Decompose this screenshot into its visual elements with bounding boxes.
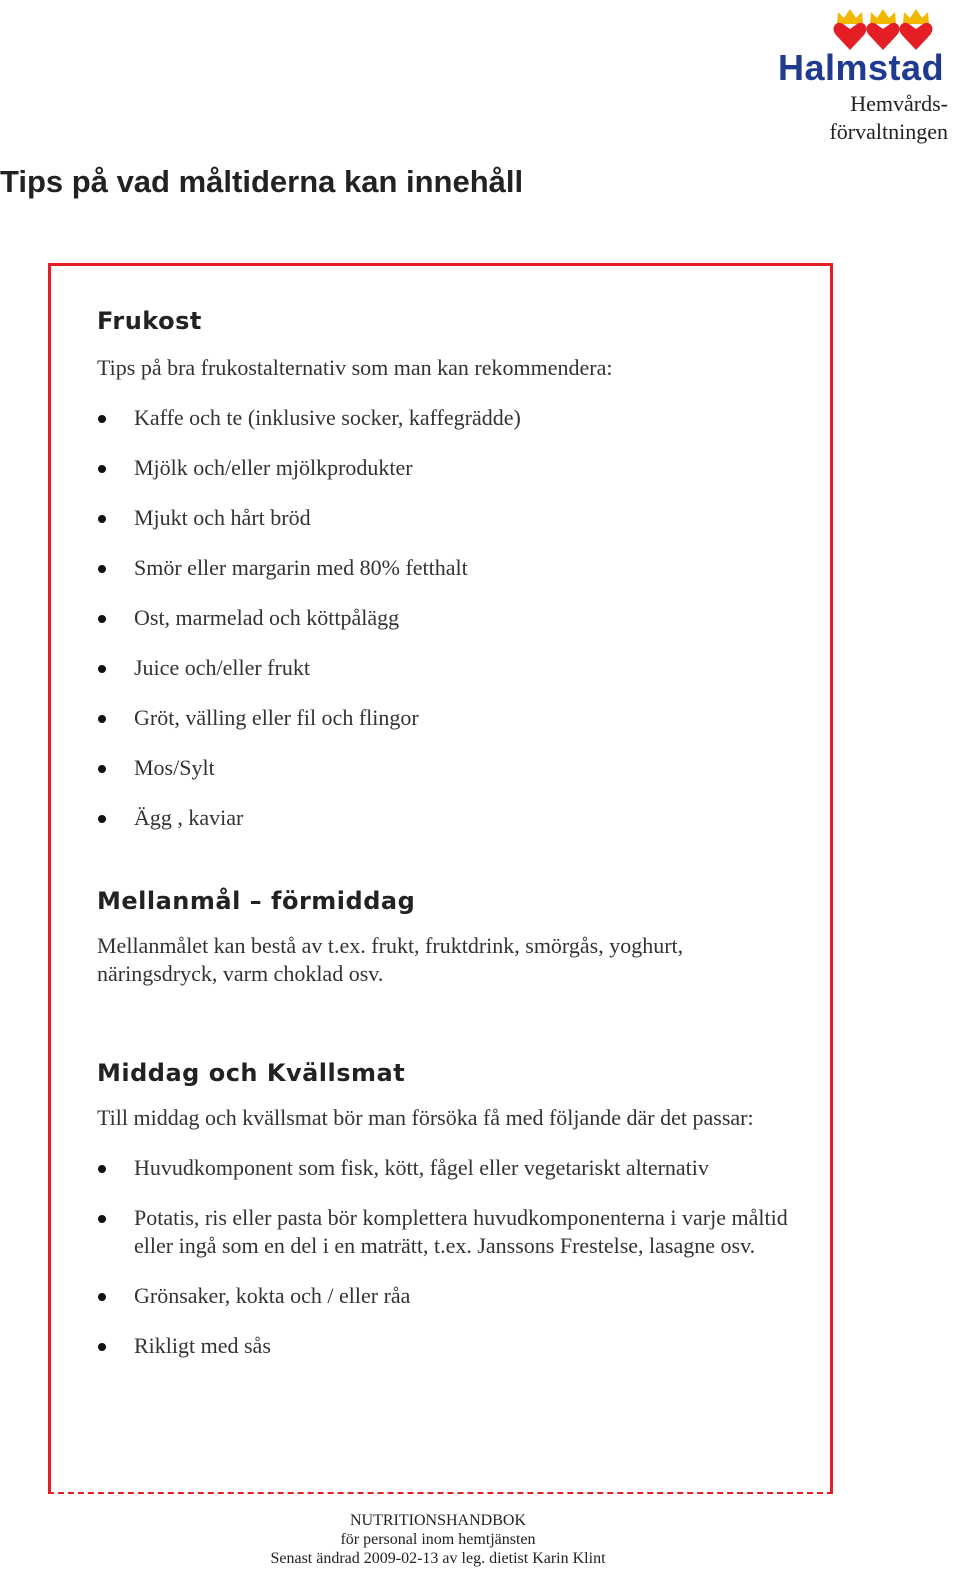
bullet-icon <box>98 765 106 773</box>
bullet-icon <box>98 465 106 473</box>
list-item: Rikligt med sås <box>97 1332 797 1360</box>
footer-line1: NUTRITIONSHANDBOK <box>350 1512 526 1529</box>
list-item: Juice och/eller frukt <box>97 654 797 682</box>
crown-icon <box>837 9 929 24</box>
list-item: Grönsaker, kokta och / eller råa <box>97 1282 797 1310</box>
list-item: Ägg , kaviar <box>97 804 797 832</box>
mellanmal-text: Mellanmålet kan bestå av t.ex. frukt, fruktdrink, smörgås, yoghurt, näringsdryck, varm choklad osv. <box>97 933 684 986</box>
middag-heading: Middag och Kvällsmat <box>97 1059 406 1087</box>
list-item: Kaffe och te (inklusive socker, kaffegrädde) <box>97 404 797 432</box>
bullet-icon <box>98 515 106 523</box>
bullet-icon <box>98 1343 106 1351</box>
list-item: Mjölk och/eller mjölkprodukter <box>97 454 797 482</box>
list-item: Smör eller margarin med 80% fetthalt <box>97 554 797 582</box>
frukost-heading: Frukost <box>97 307 202 335</box>
content <box>97 300 797 1360</box>
list-item: Ost, marmelad och köttpålägg <box>97 604 797 632</box>
bullet-icon <box>98 815 106 823</box>
logo-subtitle-line2: förvaltningen <box>829 119 948 144</box>
halmstad-logo <box>778 4 954 144</box>
bullet-icon <box>98 715 106 723</box>
heart-icon <box>834 23 933 50</box>
list-item: Mjukt och hårt bröd <box>97 504 797 532</box>
logo-subtitle-line1: Hemvårds- <box>850 91 948 116</box>
bullet-icon <box>98 565 106 573</box>
footer-line2: för personal inom hemtjänsten <box>340 1531 536 1548</box>
frukost-intro: Tips på bra frukostalternativ som man kan rekommendera: <box>97 355 613 380</box>
bullet-icon <box>98 415 106 423</box>
page-footer <box>0 1511 960 1568</box>
middag-intro: Till middag och kvällsmat bör man försöka få med följande där det passar: <box>97 1105 754 1130</box>
logo-subtitle <box>829 90 948 146</box>
page-title: Tips på vad måltiderna kan innehåll <box>0 164 524 199</box>
bullet-icon <box>98 665 106 673</box>
logo-wordmark: Halmstad <box>778 47 945 88</box>
list-item: Gröt, välling eller fil och flingor <box>97 704 797 732</box>
list-item: Huvudkomponent som fisk, kött, fågel eller vegetariskt alternativ <box>97 1154 797 1182</box>
middag-list <box>97 1154 797 1360</box>
bullet-icon <box>98 615 106 623</box>
mellanmal-heading: Mellanmål – förmiddag <box>97 887 416 915</box>
bullet-icon <box>98 1165 106 1173</box>
footer-line3: Senast ändrad 2009-02-13 av leg. dietist Karin Klint <box>270 1550 606 1567</box>
frukost-list <box>97 404 797 832</box>
crowned-hearts-emblem <box>778 4 954 52</box>
bullet-icon <box>98 1215 106 1223</box>
list-item: Mos/Sylt <box>97 754 797 782</box>
bullet-icon <box>98 1293 106 1301</box>
list-item: Potatis, ris eller pasta bör komplettera huvudkomponenterna i varje måltid eller ingå som en del i en maträtt, t.ex. Janssons Frestelse, lasagne osv. <box>97 1204 797 1260</box>
